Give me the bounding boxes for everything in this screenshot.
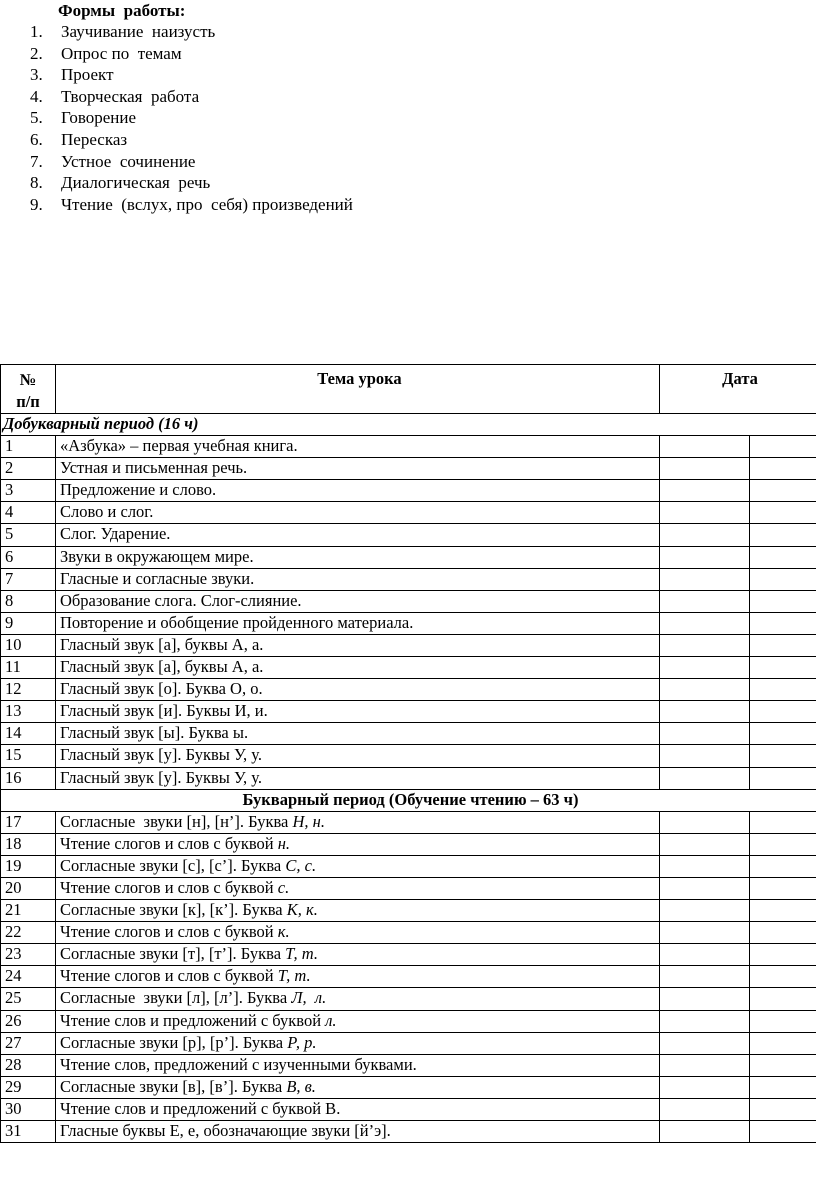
row-topic-text: Гласные буквы Е, е, обозначающие звуки [й’э]. bbox=[60, 1121, 391, 1140]
row-date-fact bbox=[750, 1098, 816, 1120]
row-date-fact bbox=[750, 855, 816, 877]
row-date-plan bbox=[660, 634, 750, 656]
table-row bbox=[1, 568, 816, 590]
row-date-plan bbox=[660, 524, 750, 546]
section-title-prebukvar: Добукварный период (16 ч) bbox=[1, 414, 816, 436]
row-topic bbox=[56, 568, 660, 590]
row-number: 25 bbox=[1, 988, 56, 1010]
table-row bbox=[1, 590, 816, 612]
row-topic bbox=[56, 524, 660, 546]
row-topic-text: Гласный звук [о]. Буква О, о. bbox=[60, 679, 263, 699]
row-number: 7 bbox=[1, 568, 56, 590]
row-number: 19 bbox=[1, 855, 56, 877]
row-date-plan bbox=[660, 1076, 750, 1098]
table-row bbox=[1, 855, 816, 877]
list-item-number: 1. bbox=[30, 22, 43, 41]
row-date-fact bbox=[750, 502, 816, 524]
row-date-plan bbox=[660, 877, 750, 899]
row-topic-text: Предложение и слово. bbox=[60, 480, 217, 500]
row-topic-letter: С, с. bbox=[285, 855, 317, 875]
section-row bbox=[1, 789, 816, 811]
row-topic bbox=[56, 922, 660, 944]
table-row bbox=[1, 811, 816, 833]
list-item-text: Диалогическая речь bbox=[61, 173, 211, 193]
list-item-text: Опрос по темам bbox=[61, 43, 182, 63]
row-topic bbox=[56, 723, 660, 745]
row-topic bbox=[56, 701, 660, 723]
row-date-fact bbox=[750, 524, 816, 546]
row-topic-letter: В, в. bbox=[286, 1076, 316, 1096]
row-date-fact bbox=[750, 988, 816, 1010]
table-row bbox=[1, 944, 816, 966]
row-topic-letter: л. bbox=[325, 1010, 337, 1030]
row-number: 16 bbox=[1, 767, 56, 789]
list-item-number: 5. bbox=[30, 108, 43, 128]
row-date-fact bbox=[750, 458, 816, 480]
table-row bbox=[1, 745, 816, 767]
table-row bbox=[1, 1010, 816, 1032]
row-number: 23 bbox=[1, 944, 56, 966]
row-number: 24 bbox=[1, 966, 56, 988]
row-topic-text: Гласный звук [ы]. Буква ы. bbox=[60, 723, 249, 743]
list-item-number: 8. bbox=[30, 173, 43, 193]
list-item-number: 4. bbox=[30, 86, 43, 106]
row-date-plan bbox=[660, 811, 750, 833]
row-number: 22 bbox=[1, 922, 56, 944]
row-date-fact bbox=[750, 833, 816, 855]
row-number: 14 bbox=[1, 723, 56, 745]
row-topic-text: Согласные звуки [в], [в’]. Буква bbox=[60, 1076, 287, 1096]
row-date-fact bbox=[750, 568, 816, 590]
row-topic-letter: Н, н. bbox=[292, 811, 325, 831]
row-date-fact bbox=[750, 723, 816, 745]
row-topic-letter: к. bbox=[277, 922, 290, 942]
row-topic bbox=[56, 855, 660, 877]
row-topic bbox=[56, 546, 660, 568]
row-topic-text: Образование слога. Слог-слияние. bbox=[60, 590, 302, 610]
row-topic-text: Согласные звуки [к], [к’]. Буква bbox=[60, 900, 287, 920]
row-topic bbox=[56, 1010, 660, 1032]
lesson-plan-table bbox=[0, 364, 816, 1143]
row-date-fact bbox=[750, 612, 816, 634]
table-row bbox=[1, 988, 816, 1010]
row-topic-text: Звуки в окружающем мире. bbox=[60, 546, 254, 566]
row-date-plan bbox=[660, 1032, 750, 1054]
row-date-plan bbox=[660, 701, 750, 723]
row-topic-text: Гласные и согласные звуки. bbox=[60, 568, 255, 588]
list-item-text: Чтение (вслух, про себя) произведений bbox=[61, 194, 353, 214]
row-topic-text: Гласный звук [у]. Буквы У, у. bbox=[60, 767, 262, 787]
row-number: 12 bbox=[1, 679, 56, 701]
header-number-line1: № bbox=[19, 370, 37, 389]
table-row bbox=[1, 524, 816, 546]
table-row bbox=[1, 877, 816, 899]
list-item-text: Говорение bbox=[61, 108, 137, 128]
row-date-plan bbox=[660, 767, 750, 789]
table-body bbox=[1, 414, 816, 1143]
row-date-plan bbox=[660, 1010, 750, 1032]
row-number: 26 bbox=[1, 1010, 56, 1032]
row-topic bbox=[56, 1121, 660, 1143]
row-topic bbox=[56, 745, 660, 767]
header-number-line2: п/п bbox=[16, 392, 40, 411]
table-row bbox=[1, 922, 816, 944]
row-date-plan bbox=[660, 502, 750, 524]
row-date-plan bbox=[660, 1054, 750, 1076]
row-topic-text: Согласные звуки [т], [т’]. Буква bbox=[60, 944, 286, 964]
section-title-bukvar: Букварный период (Обучение чтению – 63 ч) bbox=[1, 789, 816, 811]
row-date-plan bbox=[660, 1098, 750, 1120]
row-number: 27 bbox=[1, 1032, 56, 1054]
row-topic bbox=[56, 944, 660, 966]
row-topic-letter: Р, р. bbox=[287, 1032, 317, 1052]
table-row bbox=[1, 701, 816, 723]
table-row bbox=[1, 502, 816, 524]
row-topic-text: Слово и слог. bbox=[60, 502, 154, 522]
list-item-number: 7. bbox=[30, 151, 43, 171]
table-row bbox=[1, 436, 816, 458]
row-number: 5 bbox=[1, 524, 56, 546]
row-number: 1 bbox=[1, 436, 56, 458]
row-date-fact bbox=[750, 1054, 816, 1076]
row-topic-text: Чтение слогов и слов с буквой bbox=[60, 833, 278, 853]
row-date-plan bbox=[660, 944, 750, 966]
list-item-number: 2. bbox=[30, 43, 43, 63]
row-topic bbox=[56, 1054, 660, 1076]
row-topic-text: Чтение слов, предложений с изученными буквами. bbox=[60, 1054, 417, 1074]
row-topic-text: Гласный звук [и]. Буквы И, и. bbox=[60, 701, 268, 721]
row-topic-text: Согласные звуки [л], [л’]. Буква bbox=[60, 988, 292, 1008]
row-date-plan bbox=[660, 568, 750, 590]
table-row bbox=[1, 480, 816, 502]
row-date-fact bbox=[750, 679, 816, 701]
row-number: 20 bbox=[1, 877, 56, 899]
row-number: 15 bbox=[1, 745, 56, 767]
table-row bbox=[1, 1032, 816, 1054]
row-date-fact bbox=[750, 877, 816, 899]
row-topic bbox=[56, 480, 660, 502]
row-date-plan bbox=[660, 480, 750, 502]
header-topic: Тема урока bbox=[56, 365, 660, 414]
row-date-plan bbox=[660, 679, 750, 701]
row-topic-text: Согласные звуки [р], [р’]. Буква bbox=[60, 1032, 288, 1052]
row-topic-text: Повторение и обобщение пройденного материала. bbox=[60, 612, 414, 632]
table-row bbox=[1, 1054, 816, 1076]
row-date-fact bbox=[750, 634, 816, 656]
row-number: 18 bbox=[1, 833, 56, 855]
row-date-plan bbox=[660, 612, 750, 634]
row-date-plan bbox=[660, 988, 750, 1010]
table-row bbox=[1, 458, 816, 480]
table-row bbox=[1, 546, 816, 568]
table-row bbox=[1, 657, 816, 679]
section-row bbox=[1, 414, 816, 436]
row-topic-text: Гласный звук [у]. Буквы У, у. bbox=[60, 745, 262, 765]
row-date-plan bbox=[660, 745, 750, 767]
row-date-fact bbox=[750, 944, 816, 966]
row-date-plan bbox=[660, 458, 750, 480]
row-topic bbox=[56, 590, 660, 612]
table-header-row bbox=[1, 365, 816, 414]
table-row bbox=[1, 833, 816, 855]
list-item-text: Творческая работа bbox=[61, 86, 200, 106]
row-date-plan bbox=[660, 922, 750, 944]
row-topic bbox=[56, 1076, 660, 1098]
row-topic bbox=[56, 679, 660, 701]
row-date-fact bbox=[750, 966, 816, 988]
row-number: 17 bbox=[1, 811, 56, 833]
row-topic-text: Согласные звуки [с], [с’]. Буква bbox=[60, 855, 286, 875]
row-topic-text: Гласный звук [а], буквы А, а. bbox=[60, 657, 264, 677]
forms-title: Формы работы: bbox=[58, 1, 186, 20]
row-topic-letter: Л, л. bbox=[291, 988, 327, 1008]
row-date-fact bbox=[750, 811, 816, 833]
row-number: 31 bbox=[1, 1121, 56, 1143]
row-date-fact bbox=[750, 767, 816, 789]
row-topic bbox=[56, 612, 660, 634]
row-date-fact bbox=[750, 480, 816, 502]
row-number: 30 bbox=[1, 1098, 56, 1120]
row-number: 2 bbox=[1, 458, 56, 480]
row-topic-letter: К, к. bbox=[286, 900, 318, 920]
table-row bbox=[1, 1121, 816, 1143]
list-item-text: Устное сочинение bbox=[61, 151, 196, 171]
row-topic bbox=[56, 1098, 660, 1120]
row-date-plan bbox=[660, 1121, 750, 1143]
row-topic bbox=[56, 811, 660, 833]
row-number: 9 bbox=[1, 612, 56, 634]
row-topic bbox=[56, 877, 660, 899]
header-date: Дата bbox=[660, 365, 816, 414]
row-date-fact bbox=[750, 1010, 816, 1032]
row-date-plan bbox=[660, 966, 750, 988]
row-topic-text: Чтение слогов и слов с буквой bbox=[60, 877, 278, 897]
row-date-fact bbox=[750, 546, 816, 568]
row-topic bbox=[56, 657, 660, 679]
row-number: 8 bbox=[1, 590, 56, 612]
row-topic bbox=[56, 833, 660, 855]
table-row bbox=[1, 723, 816, 745]
row-date-plan bbox=[660, 855, 750, 877]
row-topic bbox=[56, 767, 660, 789]
row-date-plan bbox=[660, 546, 750, 568]
row-date-plan bbox=[660, 833, 750, 855]
row-number: 11 bbox=[1, 657, 56, 679]
row-topic bbox=[56, 966, 660, 988]
table-row bbox=[1, 900, 816, 922]
row-topic-text: Чтение слогов и слов с буквой bbox=[60, 922, 278, 942]
lesson-plan-table-wrap bbox=[0, 364, 816, 1143]
table-row bbox=[1, 1076, 816, 1098]
row-date-fact bbox=[750, 745, 816, 767]
row-number: 28 bbox=[1, 1054, 56, 1076]
row-topic-letter: Т, т. bbox=[277, 966, 311, 986]
row-topic bbox=[56, 988, 660, 1010]
list-item-text: Заучивание наизусть bbox=[61, 22, 216, 41]
row-date-fact bbox=[750, 590, 816, 612]
row-topic bbox=[56, 436, 660, 458]
table-row bbox=[1, 767, 816, 789]
row-date-plan bbox=[660, 657, 750, 679]
row-topic-text: Устная и письменная речь. bbox=[60, 458, 248, 478]
row-topic-text: Согласные звуки [н], [н’]. Буква bbox=[60, 811, 293, 831]
table-row bbox=[1, 612, 816, 634]
row-topic-text: Чтение слогов и слов с буквой bbox=[60, 966, 278, 986]
row-date-fact bbox=[750, 657, 816, 679]
row-topic-letter: Т, т. bbox=[285, 944, 319, 964]
row-topic bbox=[56, 458, 660, 480]
row-date-plan bbox=[660, 900, 750, 922]
header-number bbox=[1, 365, 56, 414]
table-row bbox=[1, 1098, 816, 1120]
list-item-number: 6. bbox=[30, 129, 43, 149]
row-date-plan bbox=[660, 590, 750, 612]
row-topic-text: Чтение слов и предложений с буквой bbox=[60, 1010, 326, 1030]
row-topic-text: Гласный звук [а], буквы А, а. bbox=[60, 634, 264, 654]
row-number: 21 bbox=[1, 900, 56, 922]
row-date-fact bbox=[750, 701, 816, 723]
list-item-number: 3. bbox=[30, 65, 43, 85]
row-number: 6 bbox=[1, 546, 56, 568]
row-date-plan bbox=[660, 723, 750, 745]
row-date-plan bbox=[660, 436, 750, 458]
row-topic bbox=[56, 900, 660, 922]
list-item-text: Пересказ bbox=[61, 129, 128, 149]
row-topic bbox=[56, 502, 660, 524]
row-topic-text: «Азбука» – первая учебная книга. bbox=[60, 436, 298, 456]
row-date-fact bbox=[750, 1121, 816, 1143]
table-row bbox=[1, 679, 816, 701]
row-topic-text: Чтение слов и предложений с буквой В. bbox=[60, 1098, 341, 1118]
list-item-number: 9. bbox=[30, 194, 43, 214]
row-date-fact bbox=[750, 1032, 816, 1054]
row-date-fact bbox=[750, 900, 816, 922]
row-number: 3 bbox=[1, 480, 56, 502]
row-date-fact bbox=[750, 436, 816, 458]
row-topic-letter: с. bbox=[277, 877, 290, 897]
table-row bbox=[1, 966, 816, 988]
row-date-fact bbox=[750, 1076, 816, 1098]
row-date-fact bbox=[750, 922, 816, 944]
row-topic-letter: н. bbox=[277, 833, 291, 853]
table-row bbox=[1, 634, 816, 656]
list-item-text: Проект bbox=[61, 65, 114, 85]
row-number: 10 bbox=[1, 634, 56, 656]
row-topic bbox=[56, 1032, 660, 1054]
row-topic-text: Слог. Ударение. bbox=[60, 524, 171, 544]
row-number: 13 bbox=[1, 701, 56, 723]
row-topic bbox=[56, 634, 660, 656]
row-number: 4 bbox=[1, 502, 56, 524]
row-number: 29 bbox=[1, 1076, 56, 1098]
